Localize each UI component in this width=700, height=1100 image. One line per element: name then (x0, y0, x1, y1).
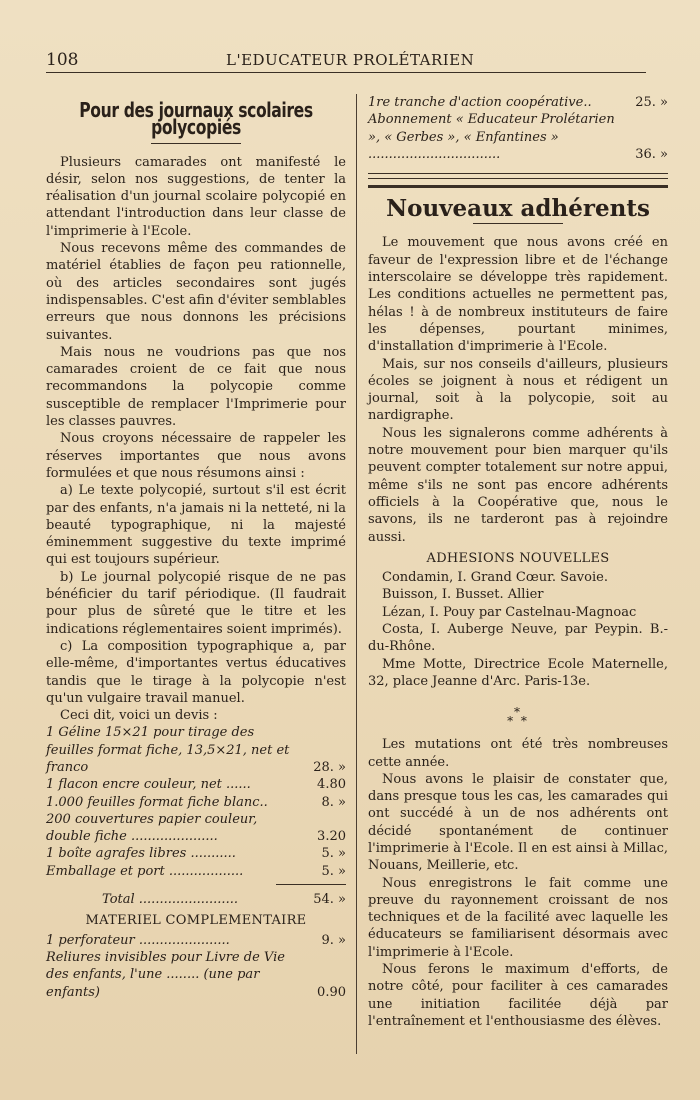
adhesion-entry: Buisson, I. Busset. Allier (382, 587, 544, 603)
devis-label: 1 boîte agrafes libres ........... (46, 846, 236, 862)
devis-total (46, 891, 346, 908)
header-rule (46, 72, 646, 73)
paragraph: Nous enregistrons le fait comme une preuve du rayonnement croissant de nos techniques et de la facilité avec laquelle les éducateurs se familiarisent désormais avec l'imprimerie à l'Ecole. (368, 875, 668, 960)
paragraph: Les mutations ont été très nombreuses cette année. (368, 737, 668, 770)
asterism: * * * (507, 705, 529, 729)
materiel-value: 0.90 (317, 984, 346, 1000)
price-item (368, 111, 668, 163)
paragraph: Le mouvement que nous avons créé en faveur de l'expression libre et de l'échange interscolaire se développe très rapidement. Les conditions actuelles ne permettent pas, hélas ! à de nombreux instituteurs de faire les dépenses, pourtant minimes, d'installation d'imprimerie à l'Ecole. (368, 235, 668, 355)
devis-item (46, 794, 346, 811)
devis-label: 1 Géline 15×21 pour tirage des feuilles format fiche, 13,5×21, net et franco (46, 725, 290, 775)
paragraph: a) Le texte polycopié, surtout s'il est écrit par des enfants, n'a jamais ni la netteté, ni la beauté typographique, ni la majesté éminemment suggestive du texte imprimé qui est toujours supérieur. (46, 483, 346, 568)
paragraph: Mais, sur nos conseils d'ailleurs, plusieurs écoles se joignent à nous et rédigent un journal, soit à la polycopie, soit au nardigraphe. (368, 356, 668, 424)
devis-label: 1.000 feuilles format fiche blanc.. (46, 794, 268, 810)
materiel-item (46, 932, 346, 949)
total-rule (276, 884, 346, 885)
devis-value: 5. » (321, 846, 346, 862)
materiel-heading: MATERIEL COMPLEMENTAIRE (85, 913, 307, 929)
page-number: 108 (46, 50, 79, 70)
total-label: Total ........................ (102, 892, 238, 908)
paragraph: Nous les signalerons comme adhérents à notre mouvement pour bien marquer qu'ils peuvent compter totalement sur notre appui, même s'ils ne sont pas encore adhérents officiels à la Coopérative que, nous le savons, ils ne tarderont pas à rejoindre aussi. (368, 425, 668, 545)
devis-value: 8. » (321, 794, 346, 810)
page-header (46, 50, 646, 74)
paragraph: Nous croyons nécessaire de rappeler les réserves importantes que nous avons formulées et que nous résumons ainsi : (46, 431, 346, 481)
adhesions-heading: ADHESIONS NOUVELLES (426, 550, 610, 566)
paragraph: Plusieurs camarades ont manifesté le désir, selon nos suggestions, de tenter la réalisation d'un journal scolaire polycopié en attendant l'introduction dans leur classe de l'imprimerie à l'Ecole. (46, 154, 346, 239)
title-rule (473, 223, 563, 224)
left-column (46, 94, 346, 1001)
devis-value: 3.20 (317, 829, 346, 845)
paragraph: c) La composition typographique a, par elle-même, d'importantes vertus éducatives tandis que le tirage à la polycopie n'est qu'un vulgaire travail manuel. (46, 638, 346, 706)
price-value: 36. » (635, 146, 668, 162)
devis-item (46, 863, 346, 880)
journal-title: L'EDUCATEUR PROLÉTARIEN (226, 51, 475, 69)
devis-value: 5. » (321, 863, 346, 879)
materiel-value: 9. » (321, 932, 346, 948)
materiel-label: Reliures invisibles pour Livre de Vie des enfants, l'une ........ (une par enfants) (46, 949, 285, 1000)
total-value: 54. » (313, 892, 346, 908)
paragraph: Nous recevons même des commandes de matériel établies de façon peu rationnelle, où des articles secondaires sont jugés indispensables. C'est afin d'éviter semblables erreurs que nous donnons les précisions suivantes. (46, 241, 346, 343)
materiel-item (46, 949, 346, 1001)
right-column (368, 94, 668, 1030)
paragraph: Mais nous ne voudrions pas que nos camarades croient de ce fait que nous recommandons la polycopie comme susceptible de remplacer l'Imprimerie pour les classes pauvres. (46, 344, 346, 430)
paragraph: Nous avons le plaisir de constater que, dans presque tous les cas, les camarades qui ont succédé à un de nos adhérents ont décidé spontanément de continuer l'imprimerie à l'Ecole. Il en est ainsi à Millac, Nouans, Meillerie, etc. (368, 771, 668, 874)
article-title-adherents: Nouveaux adhérents (386, 195, 650, 223)
adhesion-entry: Mme Motte, Directrice Ecole Maternelle, 32, place Jeanne d'Arc. Paris-13e. (368, 656, 668, 689)
section-double-rule (368, 173, 668, 179)
devis-item (46, 724, 346, 776)
devis-item (46, 811, 346, 846)
article-title-polycopie: Pour des journaux scolaires polycopiés (79, 98, 313, 140)
adhesion-entry: Lézan, I. Pouy par Castelnau-Magnoac (382, 604, 637, 620)
price-label: Abonnement « Educateur Prolétarien », « Gerbes », « Enfantines » ................................ (368, 112, 615, 162)
materiel-label: 1 perforateur ...................... (46, 932, 230, 948)
devis-value: 4.80 (317, 777, 346, 793)
paragraph: b) Le journal polycopié risque de ne pas bénéficier du tarif périodique. (Il faudrait pour plus de sûreté que le titre et les indications réglementaires soient imprimés). (46, 569, 346, 637)
section-thick-rule (368, 185, 668, 188)
price-value: 25. » (635, 95, 668, 110)
price-label: 1re tranche d'action coopérative.. (368, 95, 592, 110)
adhesion-entry: Costa, I. Auberge Neuve, par Peypin. B.-du-Rhône. (368, 622, 668, 655)
paragraph: Nous ferons le maximum d'efforts, de notre côté, pour faciliter à ces camarades une initiation facilitée déjà par l'entraînement et l'enthousiasme des élèves. (368, 962, 668, 1029)
adhesion-entry: Condamin, I. Grand Cœur. Savoie. (382, 570, 608, 586)
devis-item (46, 776, 346, 793)
devis-value: 28. » (313, 759, 346, 775)
devis-label: 1 flacon encre couleur, net ...... (46, 777, 251, 793)
devis-label: Emballage et port .................. (46, 863, 244, 879)
price-item (368, 94, 668, 111)
devis-item (46, 845, 346, 862)
devis-label: 200 couvertures papier couleur, double fiche ..................... (46, 811, 258, 845)
column-divider (356, 94, 357, 1054)
title-rule (151, 143, 241, 144)
paragraph: Ceci dit, voici un devis : (60, 708, 218, 724)
